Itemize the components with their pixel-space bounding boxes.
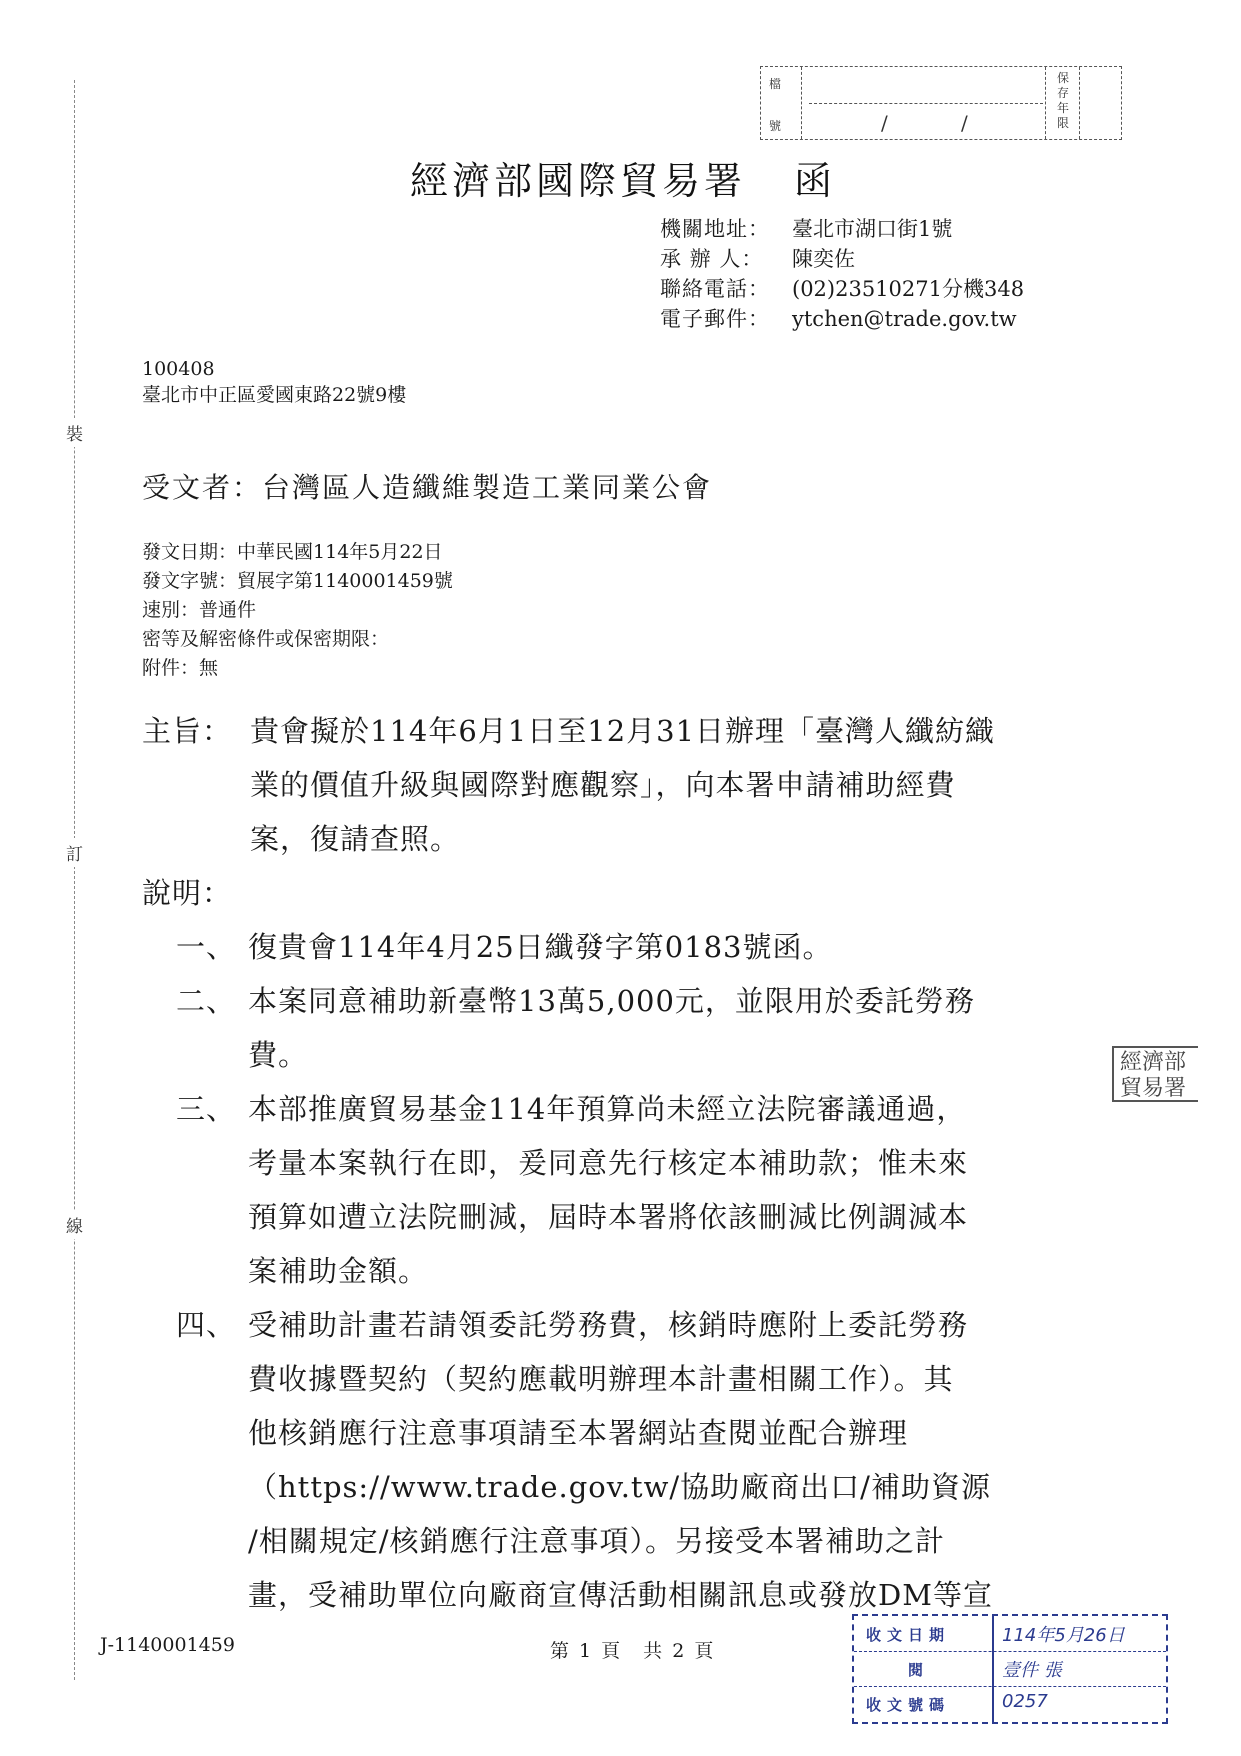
binding-char-zhuang: 裝 <box>66 418 83 447</box>
item-line: 費。 <box>248 1038 309 1072</box>
archive-retention-label: 保存年限 <box>1056 71 1069 130</box>
subject-section <box>142 704 1102 866</box>
meta-row <box>142 625 453 654</box>
explanation-label: 說明： <box>142 876 233 910</box>
binding-char-ding: 訂 <box>66 838 83 867</box>
document-body <box>142 704 1102 1622</box>
meta-label: 發文字號： <box>142 570 238 592</box>
document-meta <box>142 538 453 683</box>
item-line: 案補助金額。 <box>248 1254 429 1288</box>
meta-label: 密等及解密條件或保密期限： <box>142 628 390 650</box>
explanation-item <box>142 1298 1102 1622</box>
item-number: 四、 <box>176 1308 237 1342</box>
item-line: 受補助計畫若請領委託勞務費，核銷時應附上委託勞務 <box>248 1308 969 1342</box>
meta-value: 貿展字第1140001459號 <box>237 570 453 592</box>
archive-number-label: 號 <box>769 119 782 133</box>
agency-name: 經濟部國際貿易署 <box>410 159 747 203</box>
archive-divider <box>801 67 802 139</box>
receipt-row <box>854 1616 1166 1652</box>
meta-value: 普通件 <box>199 599 257 621</box>
archive-divider <box>809 103 1043 104</box>
contact-label: 聯絡電話： <box>660 277 770 301</box>
contact-row <box>660 304 1024 334</box>
postal-code: 100408 <box>142 358 215 380</box>
item-line: 本案同意補助新臺幣13萬5,000元，並限用於委託勞務 <box>248 984 975 1018</box>
receipt-value: 壹件 張 <box>1002 1660 1062 1681</box>
item-line: 復貴會114年4月25日纖發字第0183號函。 <box>248 930 833 964</box>
meta-value: 中華民國114年5月22日 <box>237 541 443 563</box>
item-number: 二、 <box>176 984 237 1018</box>
receipt-label: 閱 <box>866 1661 930 1679</box>
receipt-value: 114年5月26日 <box>1002 1625 1125 1646</box>
contact-value: 臺北市湖口街1號 <box>792 217 953 241</box>
side-seal-stamp <box>1112 1046 1198 1102</box>
explanation-item <box>142 974 1102 1082</box>
receipt-label: 收文日期 <box>866 1626 951 1644</box>
page-indicator: 第 1 頁 共 2 頁 <box>550 1640 716 1662</box>
receipt-stamp <box>852 1614 1168 1724</box>
receipt-row <box>854 1651 1166 1687</box>
archive-divider <box>1079 67 1080 139</box>
contact-row <box>660 244 1024 274</box>
document-code: J-1140001459 <box>100 1634 235 1656</box>
item-line: 費收據暨契約（契約應載明辦理本計畫相關工作）。其 <box>248 1362 954 1396</box>
recipient-name: 台灣區人造纖維製造工業同業公會 <box>262 471 713 504</box>
document-title <box>410 150 836 205</box>
subject-line: 貴會擬於114年6月1日至12月31日辦理「臺灣人纖紡織 <box>250 714 996 748</box>
item-line: 畫，受補助單位向廠商宣傳活動相關訊息或發放DM等宣 <box>248 1578 993 1612</box>
meta-row <box>142 596 453 625</box>
item-line: 本部推廣貿易基金114年預算尚未經立法院審議通過， <box>248 1092 967 1126</box>
explanation-item <box>142 920 1102 974</box>
meta-label: 發文日期： <box>142 541 238 563</box>
contact-label: 機關地址： <box>660 217 770 241</box>
item-line: 他核銷應行注意事項請至本署網站查閱並配合辦理 <box>248 1416 909 1450</box>
item-line: 考量本案執行在即，爰同意先行核定本補助款；惟未來 <box>248 1146 969 1180</box>
street-address: 臺北市中正區愛國東路22號9樓 <box>142 384 407 406</box>
meta-value: 無 <box>199 657 219 679</box>
document-type: 函 <box>794 159 837 203</box>
archive-slash: / <box>881 111 888 135</box>
receipt-value: 0257 <box>1002 1691 1048 1712</box>
item-number: 三、 <box>176 1092 237 1126</box>
binding-margin-line <box>74 80 75 1680</box>
recipient-address <box>142 356 406 408</box>
subject-line: 案，復請查照。 <box>250 822 461 856</box>
contact-block <box>660 214 1024 334</box>
contact-value: 陳奕佐 <box>792 247 855 271</box>
subject-label: 主旨： <box>142 714 233 748</box>
explanation-item <box>142 1082 1102 1298</box>
item-line: 預算如遭立法院刪減，屆時本署將依該刪減比例調減本 <box>248 1200 969 1234</box>
archive-slash: / <box>961 111 968 135</box>
meta-label: 速別： <box>142 599 200 621</box>
contact-value: (02)23510271分機348 <box>792 277 1025 301</box>
item-number: 一、 <box>176 930 237 964</box>
meta-row <box>142 538 453 567</box>
contact-label: 電子郵件： <box>660 307 770 331</box>
archive-box <box>760 66 1122 140</box>
archive-divider <box>1045 67 1046 139</box>
side-seal-line: 經濟部 <box>1120 1050 1187 1075</box>
contact-email: ytchen@trade.gov.tw <box>792 307 1017 331</box>
binding-char-xian: 線 <box>66 1210 83 1239</box>
side-seal-line: 貿易署 <box>1120 1076 1187 1101</box>
contact-row <box>660 214 1024 244</box>
recipient-line <box>142 466 712 506</box>
receipt-label: 收文號碼 <box>866 1696 951 1714</box>
meta-row <box>142 567 453 596</box>
recipient-label: 受文者： <box>142 471 263 504</box>
contact-row <box>660 274 1024 304</box>
item-line: /相關規定/核銷應行注意事項）。另接受本署補助之計 <box>248 1524 946 1558</box>
archive-file-label: 檔 <box>769 77 782 91</box>
receipt-row <box>854 1686 1166 1721</box>
item-line: （https://www.trade.gov.tw/協助廠商出口/補助資源 <box>248 1470 991 1504</box>
explanation-section <box>142 866 1102 1622</box>
contact-label: 承 辦 人： <box>660 247 764 271</box>
meta-row <box>142 654 453 683</box>
meta-label: 附件： <box>142 657 200 679</box>
subject-line: 業的價值升級與國際對應觀察」，向本署申請補助經費 <box>250 768 956 802</box>
